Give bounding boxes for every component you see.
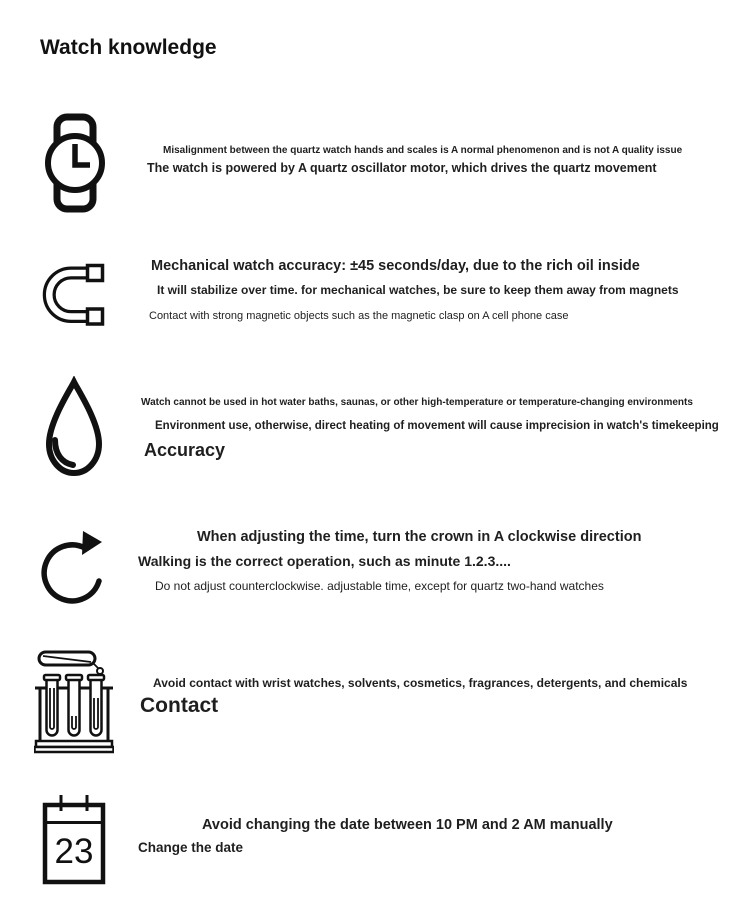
magnet-icon xyxy=(42,263,108,327)
magnet-stabilize-text: It will stabilize over time. for mechanical watches, be sure to keep them away from magnets xyxy=(157,283,679,297)
quartz-movement-text: The watch is powered by A quartz oscillator motor, which drives the quartz movement xyxy=(147,161,657,175)
clockwise-arrow-icon xyxy=(38,527,106,611)
contact-heading: Contact xyxy=(140,694,219,717)
page-title: Watch knowledge xyxy=(40,36,217,59)
counterclockwise-note: Do not adjust counterclockwise. adjustable time, except for quartz two-hand watches xyxy=(155,579,604,593)
crown-clockwise-heading: When adjusting the time, turn the crown in A clockwise direction xyxy=(197,529,642,545)
quartz-misalignment-note: Misalignment between the quartz watch hands and scales is A normal phenomenon and is not A quality issue xyxy=(163,145,683,156)
temperature-warning-note: Watch cannot be used in hot water baths, saunas, or other high-temperature or temperature-changing environments xyxy=(141,397,693,408)
wristwatch-icon xyxy=(42,113,108,213)
magnet-contact-note: Contact with strong magnetic objects such as the magnetic clasp on A cell phone case xyxy=(149,310,569,322)
accuracy-heading: Accuracy xyxy=(144,440,226,460)
water-drop-icon xyxy=(40,376,108,480)
calendar-icon xyxy=(42,792,106,886)
calendar-day-number: 23 xyxy=(54,832,94,871)
change-the-date-label: Change the date xyxy=(138,840,244,855)
magnet-accuracy-heading: Mechanical watch accuracy: ±45 seconds/day, due to the rich oil inside xyxy=(151,258,640,274)
temperature-environment-text: Environment use, otherwise, direct heating of movement will cause imprecision in watch's timekeeping xyxy=(155,420,719,432)
chemical-avoid-text: Avoid contact with wrist watches, solvents, cosmetics, fragrances, detergents, and chemicals xyxy=(153,676,688,690)
walking-operation-text: Walking is the correct operation, such as minute 1.2.3.... xyxy=(138,553,511,569)
date-change-warning-heading: Avoid changing the date between 10 PM and 2 AM manually xyxy=(202,817,613,833)
test-tubes-icon xyxy=(34,644,114,756)
